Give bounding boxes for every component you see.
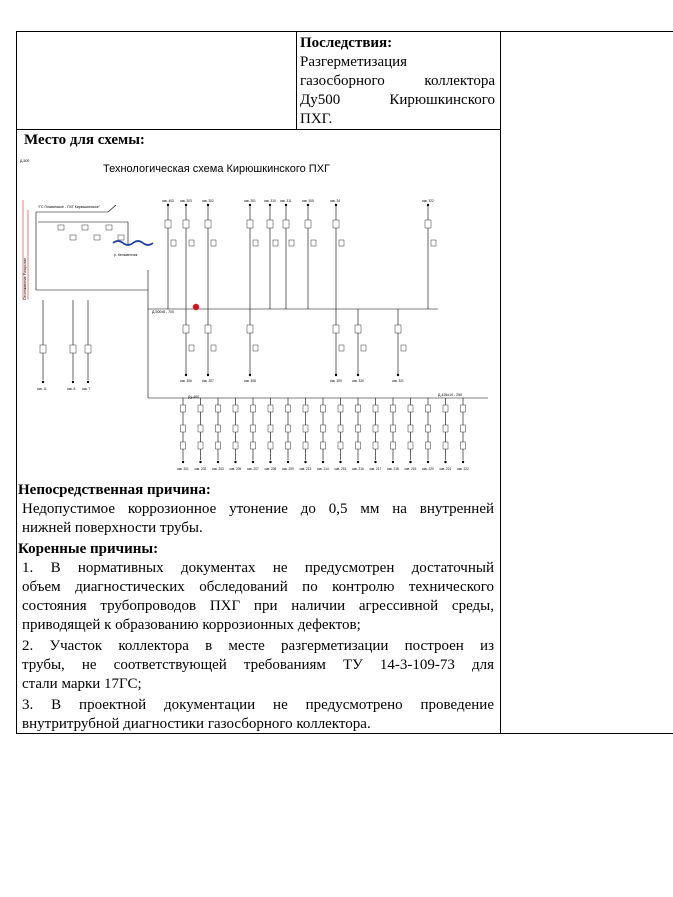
well-marker — [444, 461, 446, 463]
consequences-heading: Последствия: — [300, 35, 393, 51]
root-cause-2-line-2: трубы, не соответствующей требованиям ТУ 14-3-109-73 для — [22, 657, 494, 673]
well-marker — [427, 204, 429, 206]
valve-box — [426, 442, 431, 449]
valve-box — [106, 225, 112, 230]
left-well-label: скв. 8 — [67, 387, 76, 391]
bottom-well-label: скв. 218 — [387, 467, 399, 471]
well-marker — [285, 204, 287, 206]
well-marker — [357, 461, 359, 463]
valve-box — [189, 345, 194, 351]
valve-box — [391, 442, 396, 449]
valve-box — [58, 225, 64, 230]
valve-box — [373, 442, 378, 449]
bottom-well-label: скв. 214 — [317, 467, 329, 471]
valve-box — [82, 225, 88, 230]
valve-box — [339, 240, 344, 246]
root-cause-3-line-2: внутритрубной диагностики газосборного коллектора. — [22, 716, 371, 732]
valve-box — [321, 405, 326, 412]
valve-box — [426, 405, 431, 412]
direct-cause-heading: Непосредственная причина: — [18, 482, 211, 498]
well-marker — [322, 461, 324, 463]
bottom-well-label: скв. 207 — [247, 467, 259, 471]
mid-well-label: скв. 308 — [244, 379, 256, 383]
valve-box — [401, 345, 406, 351]
valve-box — [356, 405, 361, 412]
bottom-well-label: скв. 220 — [422, 467, 434, 471]
valve-box — [181, 442, 186, 449]
valve-box — [183, 220, 189, 228]
well-marker — [392, 461, 394, 463]
well-marker — [87, 381, 89, 383]
bottom-well-label: скв. 221 — [439, 467, 452, 471]
direct-cause-line-1: Недопустимое коррозионное утонение до 0,5 мм на внутренней — [22, 501, 494, 517]
consequences-line-3: Ду500 Кирюшкинского — [300, 92, 495, 108]
valve-box — [118, 235, 124, 240]
valve-box — [395, 325, 401, 333]
well-marker — [374, 461, 376, 463]
valve-box — [251, 405, 256, 412]
valve-box — [94, 235, 100, 240]
valve-box — [338, 405, 343, 412]
valve-box — [247, 325, 253, 333]
tag-collector-2: Д-426х10 - 250 — [438, 393, 462, 397]
well-marker — [72, 381, 74, 383]
valve-box — [408, 425, 413, 432]
valve-box — [251, 425, 256, 432]
mid-well-label: скв. 307 — [202, 379, 214, 383]
bottom-well-label: скв. 209 — [282, 467, 294, 471]
bottom-well-label: скв. 222 — [457, 467, 469, 471]
valve-box — [183, 325, 189, 333]
valve-box — [267, 220, 273, 228]
valve-box — [303, 442, 308, 449]
valve-box — [286, 442, 291, 449]
well-marker — [252, 461, 254, 463]
root-cause-1-line-4: приводящей к образованию коррозионных дефектов; — [22, 617, 361, 633]
root-cause-2-line-3: стали марки 17ГС; — [22, 676, 142, 692]
well-marker — [185, 374, 187, 376]
valve-box — [425, 220, 431, 228]
mid-well-label: скв. 306 — [180, 379, 192, 383]
valve-box — [391, 405, 396, 412]
valve-box — [356, 442, 361, 449]
mid-well-label: скв. 309 — [330, 379, 342, 383]
valve-box — [205, 325, 211, 333]
valve-box — [251, 442, 256, 449]
root-causes-heading: Коренные причины: — [18, 541, 159, 557]
valve-box — [216, 442, 221, 449]
valve-box — [233, 442, 238, 449]
bottom-well-label: скв. 202 — [194, 467, 207, 471]
valve-box — [286, 405, 291, 412]
valve-box — [338, 442, 343, 449]
consequences-line-1: Разгерметизация — [300, 54, 408, 70]
direct-cause-line-2: нижней поверхности трубы. — [22, 520, 203, 536]
well-marker — [207, 204, 209, 206]
technological-scheme — [18, 150, 492, 474]
well-marker — [409, 461, 411, 463]
valve-box — [189, 240, 194, 246]
mid-well-label: скв. 321 — [392, 379, 404, 383]
well-marker — [167, 204, 169, 206]
valve-box — [268, 425, 273, 432]
valve-box — [408, 442, 413, 449]
bottom-well-label: скв. 208 — [264, 467, 277, 471]
valve-box — [205, 220, 211, 228]
root-cause-1-line-3: состояния трубопроводов ПХГ при наличии агрессивной среды, — [22, 598, 494, 614]
valve-box — [426, 425, 431, 432]
top-well-label: скв. 303 — [180, 199, 192, 203]
well-marker — [304, 461, 306, 463]
table-left-line — [16, 31, 17, 734]
top-well-label: скв. 400 — [162, 199, 174, 203]
valve-box — [198, 405, 203, 412]
valve-box — [283, 220, 289, 228]
row1-inner-line — [296, 31, 297, 130]
valve-box — [286, 425, 291, 432]
well-marker — [42, 381, 44, 383]
valve-box — [253, 345, 258, 351]
valve-box — [408, 405, 413, 412]
well-marker — [207, 374, 209, 376]
valve-box — [198, 442, 203, 449]
scheme-title: Технологическая схема Кирюшкинского ПХГ — [103, 163, 330, 175]
table-right-line — [500, 31, 501, 734]
valve-box — [198, 425, 203, 432]
valve-box — [70, 345, 76, 353]
valve-box — [233, 405, 238, 412]
well-marker — [335, 204, 337, 206]
bottom-well-label: скв. 216 — [352, 467, 364, 471]
valve-box — [268, 405, 273, 412]
well-marker — [335, 374, 337, 376]
valve-box — [211, 345, 216, 351]
well-marker — [185, 204, 187, 206]
valve-box — [303, 405, 308, 412]
valve-box — [171, 240, 176, 246]
valve-box — [461, 425, 466, 432]
tag-left-vertical: Отслеживание Разкрытие — [23, 257, 27, 300]
bottom-well-label: скв. 201 — [177, 467, 189, 471]
tag-source: "ГС Плавинское - ПХГ Кирюшкинское" — [38, 205, 101, 209]
well-marker — [217, 461, 219, 463]
valve-box — [461, 442, 466, 449]
bottom-well-label: скв. 219 — [404, 467, 417, 471]
well-marker — [287, 461, 289, 463]
valve-box — [216, 425, 221, 432]
well-marker — [462, 461, 464, 463]
well-marker — [269, 461, 271, 463]
well-marker — [427, 461, 429, 463]
well-marker — [269, 204, 271, 206]
river-mark — [113, 241, 153, 245]
valve-box — [216, 405, 221, 412]
valve-box — [247, 220, 253, 228]
valve-box — [391, 425, 396, 432]
valve-box — [40, 345, 46, 353]
valve-box — [443, 425, 448, 432]
well-marker — [249, 374, 251, 376]
valve-box — [338, 425, 343, 432]
top-well-label: скв. 302 — [202, 199, 214, 203]
scheme-heading: Место для схемы: — [24, 132, 145, 148]
valve-box — [181, 425, 186, 432]
valve-box — [373, 425, 378, 432]
valve-box — [361, 345, 366, 351]
well-marker — [357, 374, 359, 376]
well-marker — [397, 374, 399, 376]
valve-box — [253, 240, 258, 246]
tag-top-left: Д-500 — [20, 159, 30, 163]
left-well-label: скв. 11 — [37, 387, 47, 391]
top-well-label: скв. 34 — [330, 199, 340, 203]
valve-box — [85, 345, 91, 353]
root-cause-3-line-1: 3. В проектной документации не предусмотрено проведение — [22, 697, 494, 713]
valve-box — [70, 235, 76, 240]
root-cause-1-line-1: 1. В нормативных документах не предусмотрен достаточный — [22, 560, 494, 576]
well-marker — [339, 461, 341, 463]
top-well-label: скв. 310 — [264, 199, 276, 203]
valve-box — [321, 442, 326, 449]
well-marker — [182, 461, 184, 463]
valve-box — [339, 345, 344, 351]
bottom-well-label: скв. 203 — [212, 467, 224, 471]
table-top-line — [16, 31, 673, 32]
bottom-well-label: скв. 213 — [299, 467, 312, 471]
valve-box — [356, 425, 361, 432]
bottom-well-label: скв. 217 — [369, 467, 382, 471]
root-cause-1-line-2: объем диагностических обследований по контролю технического — [22, 579, 494, 595]
valve-box — [431, 240, 436, 246]
valve-box — [233, 425, 238, 432]
bottom-well-label: скв. 205 — [229, 467, 242, 471]
top-well-label: скв. 301 — [244, 199, 256, 203]
valve-box — [333, 325, 339, 333]
mid-well-label: скв. 320 — [352, 379, 364, 383]
valve-box — [461, 405, 466, 412]
bottom-well-label: скв. 215 — [334, 467, 347, 471]
valve-box — [321, 425, 326, 432]
root-cause-2-line-1: 2. Участок коллектора в месте разгерметизации построен из — [22, 638, 494, 654]
consequences-line-2: газосборного коллектора — [300, 73, 495, 89]
tag-collector-1: Д-500х8 - 700 — [152, 310, 175, 314]
top-well-label: скв. 305 — [302, 199, 314, 203]
valve-box — [211, 240, 216, 246]
valve-box — [268, 442, 273, 449]
consequences-line-4: ПХГ. — [300, 111, 333, 127]
top-well-label: скв. 322 — [422, 199, 434, 203]
well-marker — [234, 461, 236, 463]
valve-box — [311, 240, 316, 246]
valve-box — [181, 405, 186, 412]
well-marker — [249, 204, 251, 206]
source-pipeline — [108, 205, 116, 212]
row1-bottom-line — [16, 129, 500, 130]
valve-box — [443, 405, 448, 412]
valve-box — [373, 405, 378, 412]
valve-box — [355, 325, 361, 333]
tag-dn400: Ду-400 — [188, 395, 200, 399]
well-marker — [307, 204, 309, 206]
valve-box — [443, 442, 448, 449]
valve-box — [289, 240, 294, 246]
well-marker — [199, 461, 201, 463]
top-well-label: скв. 311 — [280, 199, 292, 203]
left-well-label: скв. 7 — [82, 387, 91, 391]
valve-box — [273, 240, 278, 246]
valve-box — [165, 220, 171, 228]
tag-river: р. Кельменчик — [114, 253, 138, 257]
valve-box — [303, 425, 308, 432]
rupture-point-marker — [193, 304, 199, 310]
valve-box — [333, 220, 339, 228]
valve-box — [305, 220, 311, 228]
